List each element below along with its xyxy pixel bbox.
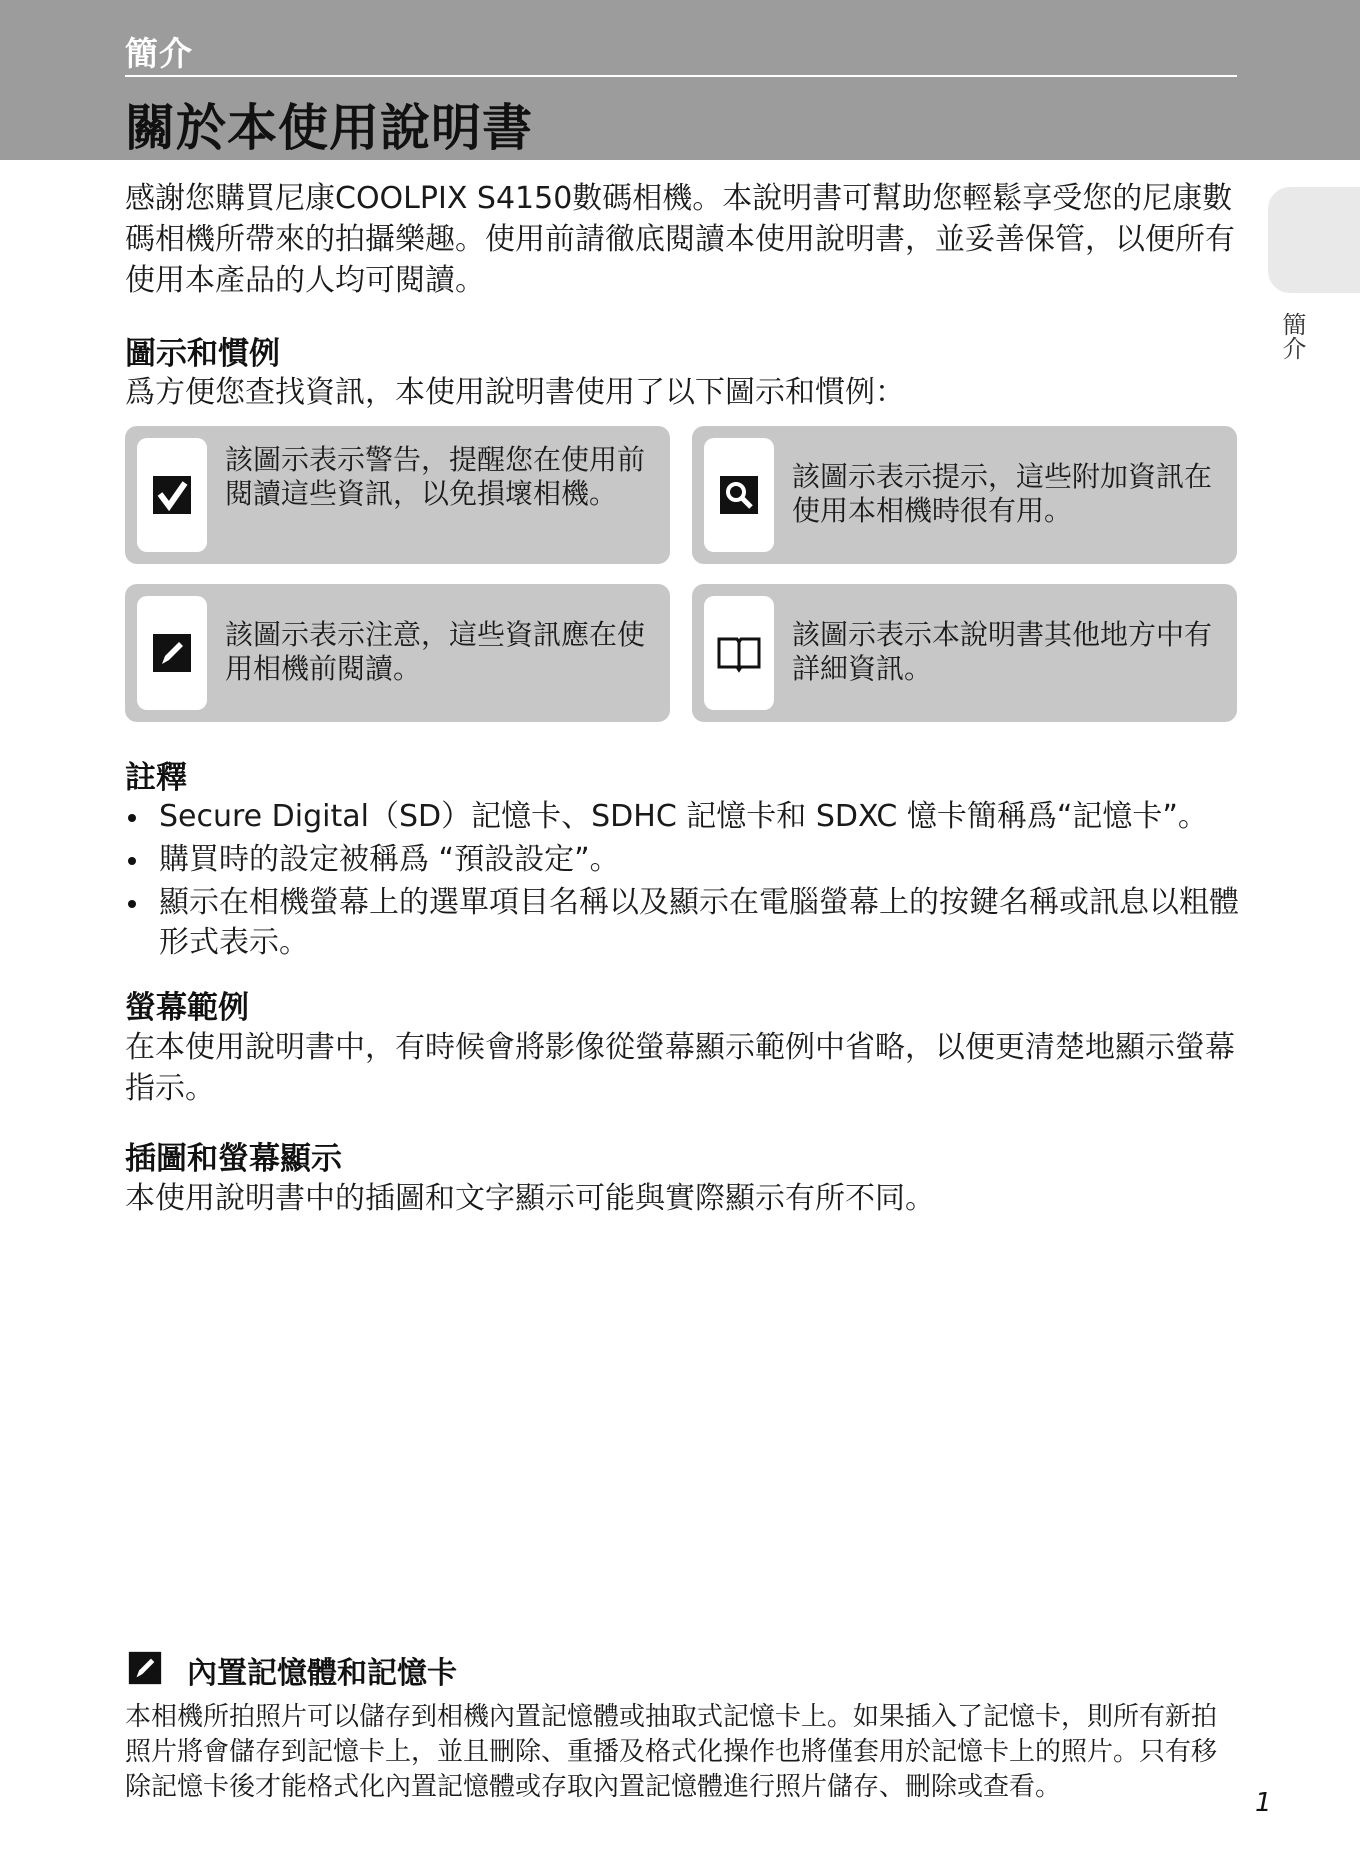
pencil-note-icon [125,1651,165,1685]
icons-lead: 爲方便您查找資訊，本使用說明書使用了以下圖示和慣例： [125,375,905,410]
side-tab[interactable] [1268,187,1360,293]
book-reference-icon [715,633,763,673]
pencil-note-icon [152,633,192,673]
list-item-text: 顯示在相機螢幕上的選單項目名稱以及顯示在電腦螢幕上的按鍵名稱或訊息以粗體形式表示。 [159,885,1239,960]
screen-examples-heading: 螢幕範例 [125,990,249,1026]
illustrations-heading: 插圖和螢幕顯示 [125,1141,342,1177]
magnifier-tip-icon [719,475,759,515]
side-tab-label: 簡介 [1278,312,1306,360]
page-title: 關於本使用說明書 [125,99,533,157]
memory-note-title-text: 內置記憶體和記憶卡 [187,1656,457,1691]
icon-box-text: 該圖示表示提示，這些附加資訊在使用本相機時很有用。 [792,460,1213,527]
icon-tile [704,438,774,552]
page-number: 1 [1255,1788,1272,1818]
list-item-text: 購買時的設定被稱爲 “預設設定”。 [159,842,620,877]
intro-paragraph: 感謝您購買尼康COOLPIX S4150數碼相機。本說明書可幫助您輕鬆享受您的尼康數碼相機所帶來的拍攝樂趣。使用前請徹底閱讀本使用說明書，並妥善保管，以便所有使用本產品的人均可閱讀。 [125,181,1235,298]
list-item [125,797,1240,837]
icon-box-text: 該圖示表示注意，這些資訊應在使用相機前閱讀。 [225,618,646,685]
list-item [125,840,1240,880]
icon-tile [137,438,207,552]
list-item-text: Secure Digital（SD）記憶卡、SDHC 記憶卡和 SDXC 憶卡簡稱爲“記憶卡”。 [159,799,1208,834]
icon-box-warning [125,426,670,564]
icon-box-text: 該圖示表示警告，提醒您在使用前閱讀這些資訊，以免損壞相機。 [225,443,646,510]
illustrations-text: 本使用說明書中的插圖和文字顯示可能與實際顯示有所不同。 [125,1181,935,1216]
section-label: 簡介 [125,34,193,73]
screen-examples-text: 在本使用說明書中，有時候會將影像從螢幕顯示範例中省略，以便更清楚地顯示螢幕指示。 [125,1030,1235,1106]
check-warning-icon [152,475,192,515]
header-rule [125,75,1237,77]
icon-box-reference [692,584,1237,722]
icons-heading: 圖示和慣例 [125,336,280,372]
page-header [0,0,1360,160]
notes-list [125,797,1240,966]
memory-note-text: 本相機所拍照片可以儲存到相機內置記憶體或抽取式記憶卡上。如果插入了記憶卡，則所有新拍照片將會儲存到記憶卡上，並且刪除、重播及格式化操作也將僅套用於記憶卡上的照片。只有移除記憶卡後才能格式化內置記憶體或存取內置記憶體進行照片儲存、刪除或查看。 [125,1702,1218,1802]
list-item [125,883,1240,963]
icon-box-note [125,584,670,722]
notes-heading: 註釋 [125,760,187,796]
bullet-dot [128,814,136,822]
icon-box-text: 該圖示表示本說明書其他地方中有詳細資訊。 [792,618,1213,685]
icon-tile [137,596,207,710]
bullet-dot [128,900,136,908]
icon-tile [704,596,774,710]
bullet-dot [128,857,136,865]
icon-box-tip [692,426,1237,564]
